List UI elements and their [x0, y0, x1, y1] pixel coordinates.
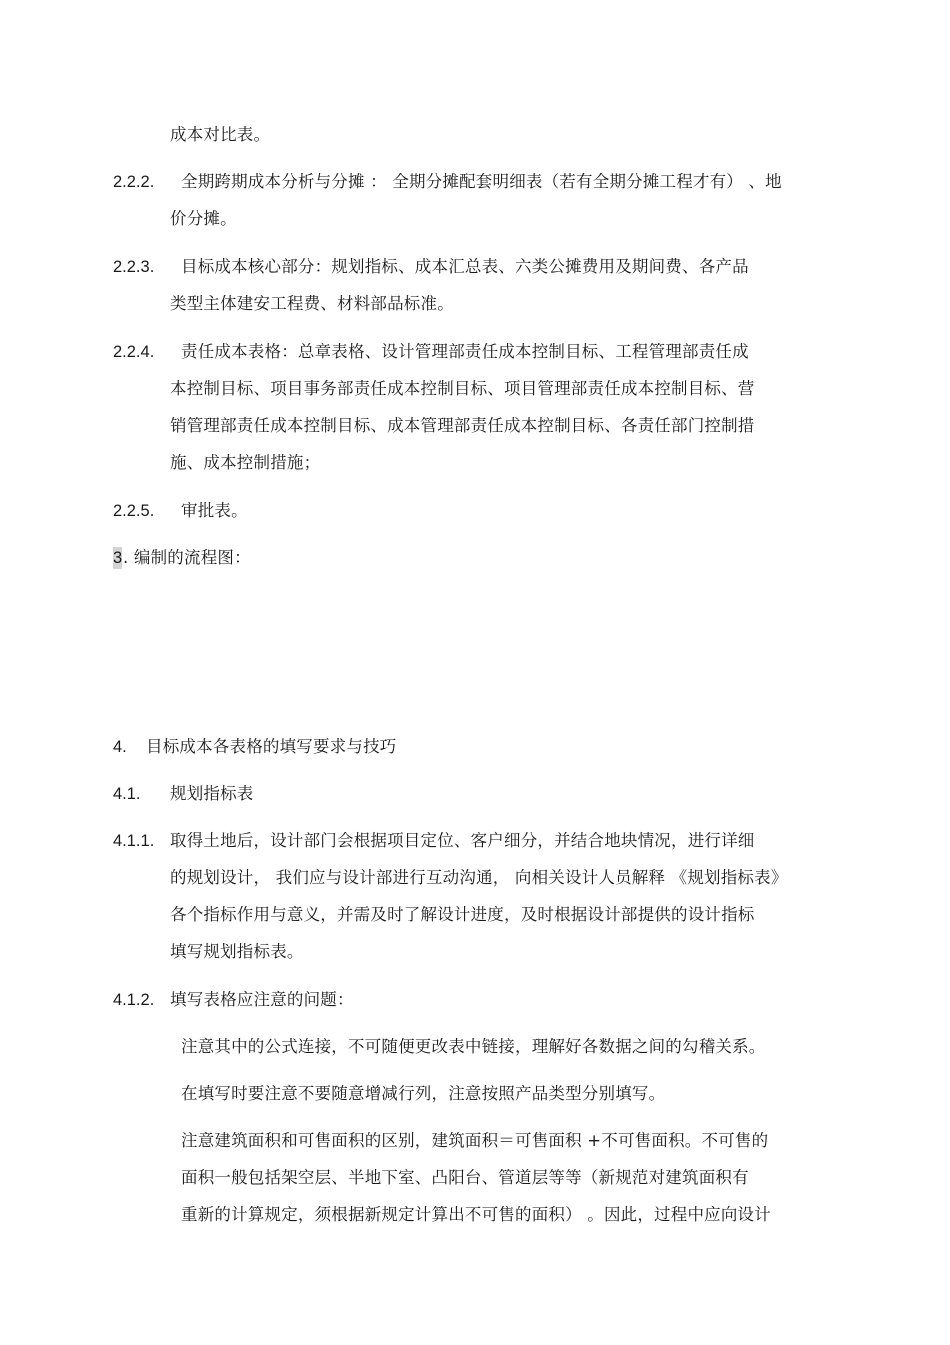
- section-number: 2.2.5.: [113, 502, 155, 520]
- section-heading: 目标成本各表格的填写要求与技巧: [146, 737, 397, 756]
- section-number: 4.1.2.: [113, 991, 155, 1009]
- text-line: 的规划设计， 我们应与设计部进行互动沟通， 向相关设计人员解释 《规划指标表》: [170, 868, 788, 887]
- text-line: 取得土地后，设计部门会根据项目定位、客户细分，并结合地块情况，进行详细: [170, 831, 755, 850]
- text-line: 审批表。: [181, 501, 248, 520]
- text-line: 目标成本核心部分：规划指标、成本汇总表、六类公摊费用及期间费、各产品: [181, 257, 749, 276]
- text-line: 价分摊。: [170, 209, 237, 228]
- text-line: 全期跨期成本分析与分摊 ： 全期分摊配套明细表（若有全期分摊工程才有） 、地: [181, 172, 782, 191]
- section-number: 3: [113, 549, 123, 567]
- text-line: 成本对比表。: [170, 125, 271, 144]
- text-line: 在填写时要注意不要随意增减行列，注意按照产品类型分别填写。: [181, 1084, 666, 1103]
- text-line: 重新的计算规定，须根据新规定计算出不可售的面积） 。因此，过程中应向设计: [181, 1205, 771, 1224]
- text-line: 填写表格应注意的问题：: [170, 990, 354, 1009]
- section-number: 2.2.2.: [113, 173, 155, 191]
- section-number: 2.2.4.: [113, 343, 155, 361]
- section-number: 4.: [113, 738, 127, 756]
- section-number: 4.1.1.: [113, 832, 155, 850]
- section-heading: . 编制的流程图：: [123, 548, 251, 567]
- section-number: 2.2.3.: [113, 258, 155, 276]
- text-line: 各个指标作用与意义，并需及时了解设计进度，及时根据设计部提供的设计指标: [170, 905, 755, 924]
- section-heading: 规划指标表: [170, 784, 254, 803]
- text-line: 注意建筑面积和可售面积的区别，建筑面积＝可售面积 +不可售面积。不可售的: [181, 1131, 769, 1150]
- text-line: 类型主体建安工程费、材料部品标准。: [170, 294, 454, 313]
- text-line: 销管理部责任成本控制目标、成本管理部责任成本控制目标、各责任部门控制措: [170, 416, 755, 435]
- text-line: 本控制目标、项目事务部责任成本控制目标、项目管理部责任成本控制目标、营: [170, 379, 755, 398]
- text-line: 面积一般包括架空层、半地下室、凸阳台、管道层等等（新规范对建筑面积有: [181, 1168, 749, 1187]
- text-line: 责任成本表格：总章表格、设计管理部责任成本控制目标、工程管理部责任成: [181, 342, 749, 361]
- text-line: 填写规划指标表。: [170, 942, 304, 961]
- text-line: 注意其中的公式连接，不可随便更改表中链接，理解好各数据之间的勾稽关系。: [181, 1037, 766, 1056]
- section-number: 4.1.: [113, 785, 141, 803]
- text-line: 施、成本控制措施；: [170, 453, 321, 472]
